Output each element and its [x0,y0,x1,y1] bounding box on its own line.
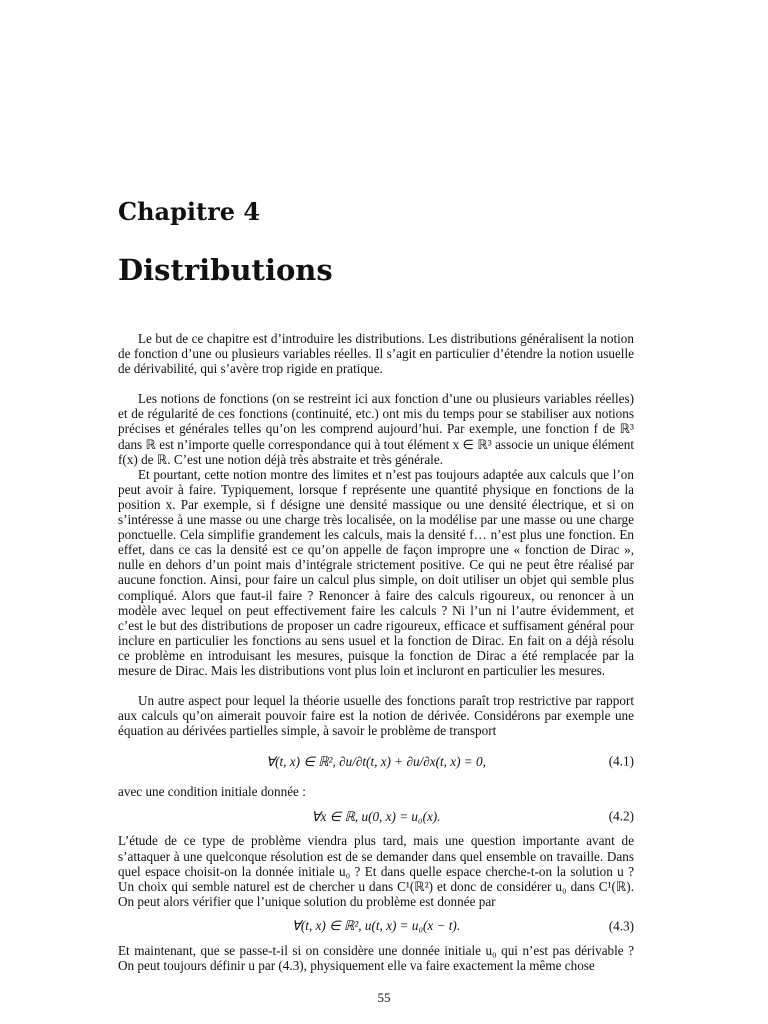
equation-4-1 [118,744,634,778]
equation-4-2 [118,804,634,828]
equation-4-3 [118,914,634,938]
equation-body: ∀(t, x) ∈ ℝ², u(t, x) = u₀(x − t). [291,918,461,934]
paragraph-initial-condition: avec une condition initiale donnée : [118,784,306,800]
chapter-title: Distributions [118,253,333,287]
chapter-label: Chapitre 4 [118,197,261,226]
equation-body: ∀(t, x) ∈ ℝ², ∂u/∂t(t, x) + ∂u/∂x(t, x) = 0, [266,753,486,769]
equation-number: (4.3) [608,918,634,934]
chapter-body [118,331,634,973]
paragraph-intro: Le but de ce chapitre est d’introduire les distributions. Les distributions généralisent la notion de fonction d’une ou plusieurs variables réelles. Il s’agit en particulier d’étendre la notion usuelle de dérivabilité, qui s’avère trop rigide en pratique. [118,331,634,377]
paragraph-study: L’étude de ce type de problème viendra plus tard, mais une question importante avant de s’attaquer à une quelconque résolution est de se demander dans quel ensemble on travaille. Dans quel espace choisit-on la donnée initiale u₀ ? Et dans quelle espace cherche-t-on la solution u ? Un choix qui semble naturel est de chercher u dans C¹(ℝ²) et donc de considérer u₀ dans C¹(ℝ). On peut alors vérifier que l’unique solution du problème est donnée par [118,833,634,909]
equation-body: ∀x ∈ ℝ, u(0, x) = u₀(x). [311,808,441,824]
paragraph-functions: Les notions de fonctions (on se restreint ici aux fonction d’une ou plusieurs variables réelles) et de régularité de ces fonctions (continuité, etc.) ont mis du temps pour se stabiliser aux notions précises et générales telles qu’on les comprend aujourd’hui. Par exemple, une fonction f de ℝ³ dans ℝ est n’importe quelle correspondance qui à tout élément x ∈ ℝ³ associe un unique élément f(x) de ℝ. C’est une notion déjà très abstraite et très générale. [118,391,634,467]
equation-number: (4.2) [608,808,634,824]
page-number: 55 [377,990,391,1005]
paragraph-non-derivable: Et maintenant, que se passe-t-il si on considère une donnée initiale u₀ qui n’est pas dérivable ? On peut toujours définir u par (4.3), physiquement elle va faire exactement la même chose [118,942,634,973]
paragraph-dirac: Et pourtant, cette notion montre des limites et n’est pas toujours adaptée aux calculs que l’on peut avoir à faire. Typiquement, lorsque f représente une quantité physique en fonctions de la position x. Par exemple, si f désigne une densité massique ou une densité électrique, et si on s’intéresse à une masse ou une charge très localisée, on la modélise par une masse ou une charge ponctuelle. Cela simplifie grandement les calculs, mais la densité f… n’est plus une fonction. En effet, dans ce cas la densité est ce qu’on appelle de façon impropre une « fonction de Dirac », nulle en dehors d’un point mais d’intégrale strictement positive. Ce qui ne peut être réalisé par aucune fonction. Ainsi, pour faire un calcul plus simple, on doit utiliser un objet qui semble plus compliqué. Alors que faut-il faire ? Renoncer à faire des calculs rigoureux, ou renoncer à un modèle avec lequel on peut effectivement faire les calculs ? Ni l’un ni l’autre évidemment, et c’est le but des distributions de proposer un cadre rigoureux, efficace et suffisament général pour inclure en particulier les fonctions au sens usuel et la fonction de Dirac. En fait on a déjà résolu ce problème en introduisant les mesures, puisque la fonction de Dirac a été remplacée par la mesure de Dirac. Mais les distributions vont plus loin et incluront en particulier les mesures. [118,466,634,678]
paragraph-derivative: Un autre aspect pour lequel la théorie usuelle des fonctions paraît trop restrictive par rapport aux calculs qu’on aimerait pouvoir faire est la notion de dérivée. Considérons par exemple une équation au dérivées partielles simple, à savoir le problème de transport [118,693,634,739]
equation-number: (4.1) [608,753,634,769]
